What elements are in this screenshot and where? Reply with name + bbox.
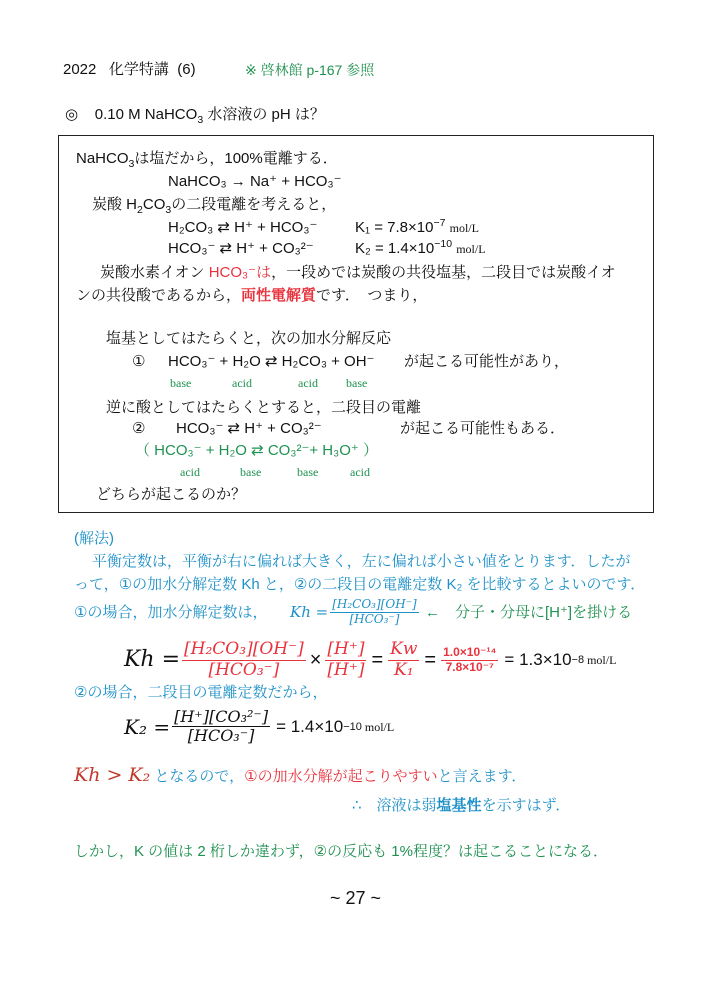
- amphoteric-term: 両性電解質: [241, 287, 317, 304]
- f1-denominator: [HCO₃⁻]: [208, 659, 280, 680]
- conclusion-line: [352, 797, 570, 815]
- kh-note: ← 分子・分母に[H⁺]を掛ける: [425, 604, 633, 621]
- kh-case-label: ①の場合，加水分解定数は，: [74, 604, 268, 621]
- nahco3-text: NaHCO: [76, 150, 129, 167]
- k2-definition: K₂ = $\frac{\text{[H⁺][CO₃²⁻]}}{\text{[HCO₃⁻]}}$ = 1.4×10 −10 mol/L: [124, 707, 395, 746]
- kh-derivation: Kh = $\frac{\text{[H₂CO₃][OH⁻]}}{\text{[HCO₃⁻]}}$ × $\frac{[H^+]}{[H^+]}$ = $\frac{Kw}{\text{K₁}}$ = $\frac{\text{1.0×10⁻¹⁴}}{\text{7.8×10⁻⁷}}$ = 1.3×10 −8 mol/L: [124, 639, 617, 680]
- solution-heading: (解法): [74, 530, 114, 547]
- k2-result-unit: mol/L: [364, 719, 395, 734]
- base-intro: 塩基としてはたらくと，次の加水分解反応: [106, 330, 392, 347]
- kh-fraction: [330, 598, 418, 627]
- reaction-2-tail: が起こる可能性もある．: [400, 420, 566, 437]
- box-para-2: [76, 287, 427, 305]
- f2-numerator: [H⁺]: [327, 639, 365, 659]
- reaction-2-num: ②: [132, 420, 146, 437]
- box-eq-2: HCO₃⁻ ⇄ H⁺ + CO₃²⁻: [168, 240, 314, 257]
- r1-label-4: base: [346, 376, 368, 390]
- header-reference: ※ 啓林館 p-167 参照: [245, 62, 375, 78]
- bicarbonate-formula: HCO₃⁻は: [208, 264, 272, 281]
- kh-result-unit: mol/L: [587, 652, 617, 667]
- kh-numerator: [H₂CO₃][OH⁻]: [332, 597, 417, 611]
- carbonic-acid-b: CO: [142, 196, 166, 213]
- r1-label-2: acid: [232, 376, 252, 390]
- reaction-2: HCO₃⁻ ⇄ H⁺ + CO₃²⁻: [176, 420, 322, 437]
- equals-1: =: [371, 649, 384, 672]
- solution-line-3: [74, 604, 267, 622]
- f4-numerator: 1.0×10⁻¹⁴: [443, 644, 497, 659]
- reaction-1-num: ①: [132, 353, 146, 370]
- r3-label-3: base: [297, 465, 319, 479]
- carbonic-acid-a: 炭酸 H: [92, 196, 138, 213]
- solution-line-4: ②の場合，二段目の電離定数だから，: [74, 684, 328, 701]
- derivation-fraction-1: [182, 640, 306, 680]
- header-number: (6): [177, 61, 196, 78]
- question-mark: ◎: [65, 106, 79, 123]
- comparison-line: [74, 764, 526, 787]
- box-line-1: NaHCO$_3$は塩だから，100%電離する．: [76, 150, 338, 170]
- solution-line-2: って，①の加水分解定数 Kh と，②の二段目の電離定数 K₂ を比較するとよいのです．: [74, 576, 646, 593]
- k1-value: K₁ = 7.8×10: [355, 219, 434, 236]
- kh-lhs: Kh =: [124, 646, 181, 672]
- k2-lhs: K₂ =: [124, 714, 171, 739]
- comparison-c: と言えます．: [437, 768, 527, 785]
- conclusion-c: を示すはず．: [481, 797, 571, 814]
- box-k1: [355, 219, 479, 237]
- f3-numerator: Kw: [390, 639, 418, 659]
- box-question-end: どちらが起こるのか？: [96, 486, 247, 503]
- kh-gt-k2: Kh > K₂: [74, 764, 151, 786]
- f3-denominator: K₁: [394, 659, 414, 680]
- box-line-3: 炭酸 $H_2CO_3$の二段電離を考えると，: [92, 196, 337, 216]
- question: ◎ 0.10 M NaHCO$_3$ 水溶液の pH は？: [65, 106, 325, 126]
- hydrolysis-likely: ①の加水分解が起こりやすい: [244, 768, 438, 785]
- derivation-fraction-3: [388, 640, 419, 680]
- weakly-basic: 塩基性: [436, 797, 482, 814]
- solution-line-1: 平衡定数は，平衡が右に偏れば大きく，左に偏れば小さい値をとります．したが: [92, 553, 631, 570]
- comparison-a: となるので，: [154, 768, 245, 785]
- kh-denominator: [HCO₃⁻]: [349, 611, 400, 626]
- k2-exponent: −10: [434, 238, 453, 250]
- box-k2: [355, 240, 486, 258]
- equals-2: =: [424, 649, 437, 672]
- r1-label-3: acid: [298, 376, 318, 390]
- question-text-a: 0.10 M NaHCO: [94, 106, 198, 123]
- k1-unit: mol/L: [449, 221, 479, 235]
- f1-numerator: [H₂CO₃][OH⁻]: [184, 639, 304, 659]
- kh-result: = 1.3×10: [504, 649, 572, 669]
- header: [63, 61, 196, 79]
- times-sign: ×: [309, 649, 322, 672]
- derivation-fraction-4: [441, 646, 498, 675]
- f4-denominator: 7.8×10⁻⁷: [445, 659, 494, 674]
- acid-intro: 逆に酸としてはたらくとすると，二段目の電離: [106, 399, 422, 416]
- dissociation-text: は塩だから，100%電離する．: [134, 150, 338, 167]
- para-2-head: ンの共役酸であるから，: [76, 287, 242, 304]
- kh-definition: [290, 598, 421, 627]
- k1-exponent: −7: [433, 217, 446, 229]
- r3-label-2: base: [240, 465, 262, 479]
- header-course: 化学特講: [108, 61, 169, 78]
- reaction-3: （ HCO₃⁻ + H₂O ⇄ CO₃²⁻+ H₃O⁺ ）: [135, 442, 378, 459]
- r3-label-1: acid: [180, 465, 200, 479]
- r1-label-1: base: [170, 376, 192, 390]
- k2-numerator: [H⁺][CO₃²⁻]: [174, 707, 269, 726]
- reaction-1-tail: が起こる可能性があり，: [404, 353, 570, 370]
- k2-denominator: [HCO₃⁻]: [187, 726, 255, 746]
- page-number: ~ 27 ~: [330, 888, 382, 908]
- box-eq-dissociation: NaHCO₃ → Na⁺ + HCO₃⁻: [168, 173, 342, 190]
- question-text-b: 水溶液の pH は？: [203, 106, 325, 123]
- para-1-tail: ，一段めでは炭酸の共役塩基，二段目では炭酸イオ: [271, 264, 616, 281]
- k2-result: = 1.4×10: [276, 716, 344, 736]
- carbonic-acid-c: の二段電離を考えると，: [171, 196, 337, 213]
- header-year: 2022: [63, 61, 97, 78]
- reaction-1: HCO₃⁻ + H₂O ⇄ H₂CO₃ + OH⁻: [168, 353, 375, 370]
- f2-denominator: [H⁺]: [327, 659, 365, 680]
- kh-symbol: Kh =: [290, 603, 329, 622]
- derivation-fraction-2: [325, 640, 366, 680]
- k2-unit: mol/L: [456, 242, 486, 256]
- box-eq-1: H₂CO₃ ⇄ H⁺ + HCO₃⁻: [168, 219, 318, 236]
- k2-fraction: [172, 708, 270, 746]
- para-2-tail: です． つまり，: [316, 287, 428, 304]
- conclusion-a: ∴ 溶液は弱: [352, 797, 437, 814]
- r3-label-4: acid: [350, 465, 370, 479]
- box-para-1: [100, 264, 616, 282]
- final-remark: しかし，K の値は 2 桁しか違わず，②の反応も 1%程度？は起こることになる．: [74, 843, 608, 860]
- bicarbonate-label: 炭酸水素イオン: [100, 264, 209, 281]
- k2-value: K₂ = 1.4×10: [355, 240, 435, 257]
